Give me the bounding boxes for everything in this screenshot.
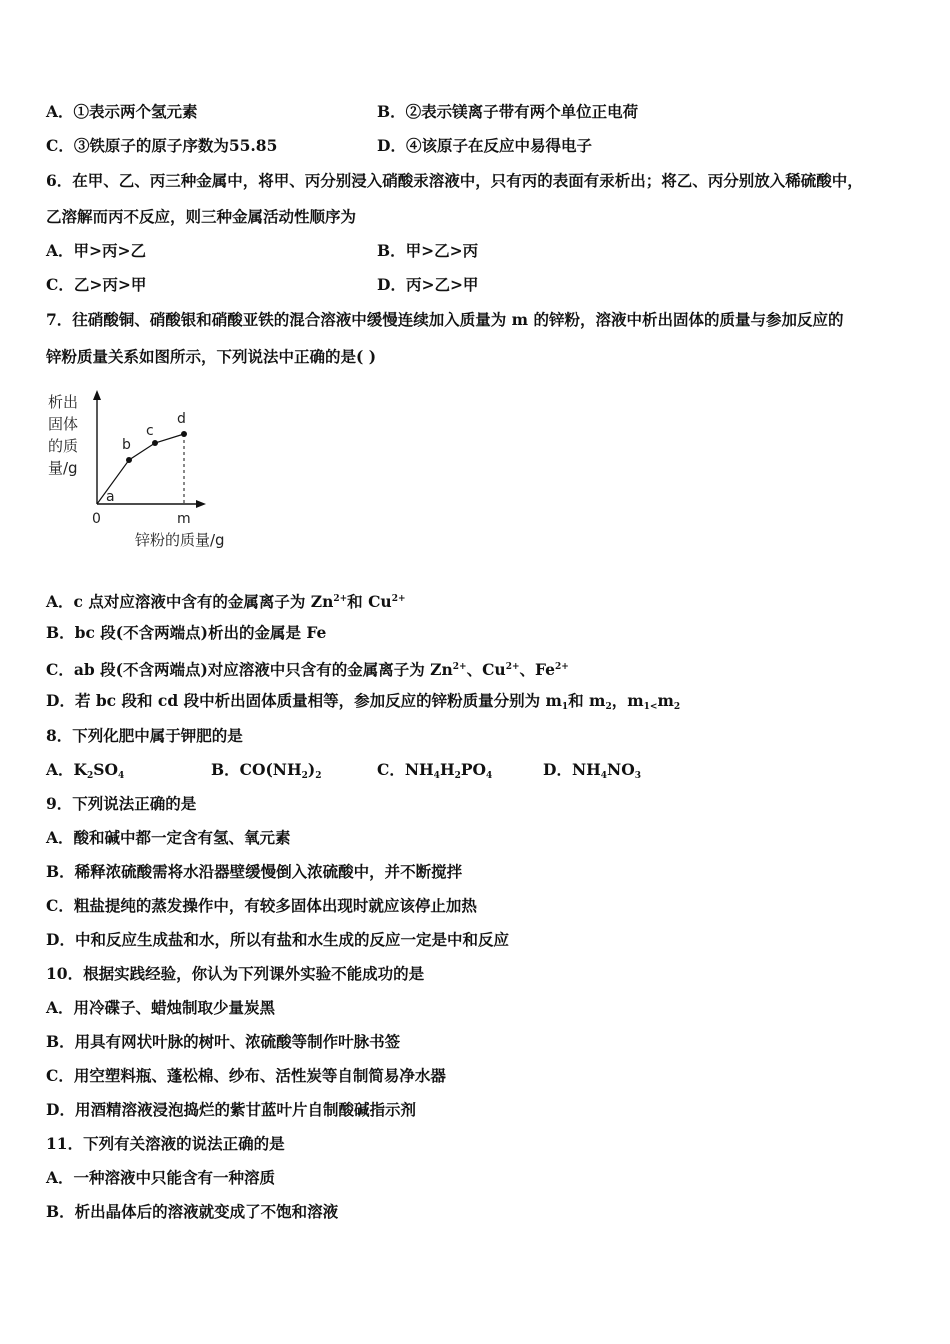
q6-option-c bbox=[46, 275, 146, 295]
option-key: D． bbox=[377, 136, 406, 155]
q8-option-c bbox=[377, 760, 492, 786]
q4-option-c bbox=[46, 136, 277, 156]
subscript: 4 bbox=[486, 771, 493, 781]
subscript: 2 bbox=[454, 771, 461, 781]
option-key: D． bbox=[377, 275, 406, 294]
q6-option-a bbox=[46, 241, 146, 261]
q6-option-d bbox=[377, 275, 478, 295]
subscript: 4 bbox=[433, 771, 440, 781]
subscript: 3 bbox=[634, 771, 641, 781]
point-c bbox=[152, 440, 158, 446]
option-key: C． bbox=[46, 136, 74, 155]
q11-option-b: B．析出晶体后的溶液就变成了不饱和溶液 bbox=[46, 1202, 339, 1221]
point-label-c: c bbox=[146, 423, 154, 439]
option-text: 甲>乙>丙 bbox=[405, 241, 479, 260]
option-text: 甲>丙>乙 bbox=[73, 241, 147, 260]
q8-option-d bbox=[543, 760, 641, 786]
point-label-d: d bbox=[177, 411, 186, 427]
option-text-sep: 、Fe bbox=[519, 660, 556, 679]
y-axis-arrow-icon bbox=[93, 390, 101, 400]
q7-stem-line1: 7．往硝酸铜、硝酸银和硝酸亚铁的混合溶液中缓慢连续加入质量为 m 的锌粉，溶液中析出固体的质量与参加反应的 bbox=[46, 310, 844, 329]
y-axis-label-line4: 量/g bbox=[48, 459, 78, 477]
option-key: D． bbox=[46, 691, 75, 710]
x-axis-arrow-icon bbox=[196, 500, 206, 508]
option-text-sep: 、Cu bbox=[466, 660, 506, 679]
subscript: 2 bbox=[605, 702, 612, 712]
q7-option-d bbox=[46, 691, 680, 717]
charge-superscript: 2+ bbox=[391, 594, 406, 604]
option-text: ①表示两个氢元素 bbox=[73, 102, 198, 121]
q6-stem-line2: 乙溶解而丙不反应，则三种金属活动性顺序为 bbox=[46, 207, 357, 226]
q6-option-b bbox=[377, 241, 478, 261]
subscript: 1 bbox=[561, 702, 569, 712]
y-axis-label-line1: 析出 bbox=[48, 393, 79, 411]
q4-option-d bbox=[377, 136, 592, 156]
point-label-a: a bbox=[106, 489, 115, 505]
charge-superscript: 2+ bbox=[555, 662, 569, 672]
subscript: 2 bbox=[301, 771, 308, 781]
subscript: 2 bbox=[315, 771, 322, 781]
x-axis-label: 锌粉的质量/g bbox=[135, 531, 225, 549]
q8-option-b bbox=[211, 760, 321, 786]
option-key: C． bbox=[46, 660, 74, 679]
option-text: 乙>丙>甲 bbox=[73, 275, 147, 294]
q10-option-b: B．用具有网状叶脉的树叶、浓硫酸等制作叶脉书签 bbox=[46, 1032, 401, 1051]
q9-stem: 9．下列说法正确的是 bbox=[46, 794, 197, 813]
x-tick-label-m: m bbox=[177, 511, 191, 527]
option-text: 若 bc 段和 cd 段中析出固体质量相等，参加反应的锌粉质量分别为 m bbox=[74, 691, 562, 710]
option-key: A． bbox=[46, 592, 74, 611]
formula-part: CO(NH bbox=[239, 760, 302, 779]
q7-option-c bbox=[46, 657, 569, 680]
subscript: 2 bbox=[673, 702, 681, 712]
origin-label: 0 bbox=[92, 511, 101, 527]
q7-option-b bbox=[46, 623, 326, 643]
q10-option-c: C．用空塑料瓶、蓬松棉、纱布、活性炭等自制简易净水器 bbox=[46, 1066, 446, 1085]
option-text: bc 段(不含两端点)析出的金属是 Fe bbox=[74, 623, 327, 642]
charge-superscript: 2+ bbox=[333, 594, 348, 604]
q11-option-a: A．一种溶液中只能含有一种溶质 bbox=[46, 1168, 276, 1187]
q9-option-c: C．粗盐提纯的蒸发操作中，有较多固体出现时就应该停止加热 bbox=[46, 896, 477, 915]
charge-superscript: 2+ bbox=[505, 662, 520, 672]
q8-option-a bbox=[46, 760, 124, 786]
q9-option-b: B．稀释浓硫酸需将水沿器壁缓慢倒入浓硫酸中，并不断搅拌 bbox=[46, 862, 463, 881]
y-axis-label-line2: 固体 bbox=[48, 415, 79, 433]
q7-graph bbox=[40, 385, 250, 555]
formula-part: NH bbox=[404, 760, 434, 779]
option-key: B． bbox=[46, 623, 75, 642]
subscript: 4 bbox=[600, 771, 608, 781]
option-text: c 点对应溶液中含有的金属离子为 Zn bbox=[73, 592, 334, 611]
option-key: D． bbox=[543, 760, 572, 779]
q4-option-a bbox=[46, 102, 198, 122]
formula-part: NO bbox=[607, 760, 635, 779]
point-label-b: b bbox=[122, 437, 131, 453]
subscript: 2 bbox=[87, 771, 94, 781]
charge-superscript: 2+ bbox=[452, 662, 467, 672]
option-key: B． bbox=[377, 102, 406, 121]
option-key: C． bbox=[377, 760, 405, 779]
option-text-mid: 和 m bbox=[568, 691, 606, 710]
option-text: ③铁原子的原子序数为55.85 bbox=[73, 136, 278, 155]
option-text-sep: ，m bbox=[611, 691, 644, 710]
q4-option-b bbox=[377, 102, 638, 122]
option-text: ④该原子在反应中易得电子 bbox=[405, 136, 592, 155]
option-text-end: m bbox=[657, 691, 674, 710]
q10-option-d: D．用酒精溶液浸泡捣烂的紫甘蓝叶片自制酸碱指示剂 bbox=[46, 1100, 416, 1119]
formula-part: ) bbox=[307, 760, 316, 779]
formula-part: SO bbox=[93, 760, 118, 779]
point-b bbox=[126, 457, 132, 463]
q6-stem-line1: 6．在甲、乙、丙三种金属中，将甲、丙分别浸入硝酸汞溶液中，只有丙的表面有汞析出；将乙、丙分别放入稀硫酸中， bbox=[46, 171, 863, 190]
q10-option-a: A．用冷碟子、蜡烛制取少量炭黑 bbox=[46, 998, 276, 1017]
option-text: ab 段(不含两端点)对应溶液中只含有的金属离子为 Zn bbox=[73, 660, 453, 679]
option-key: A． bbox=[46, 241, 74, 260]
option-key: A． bbox=[46, 102, 74, 121]
formula-part: H bbox=[439, 760, 455, 779]
formula-part: PO bbox=[460, 760, 487, 779]
subscript: 1< bbox=[643, 702, 658, 712]
q7-stem-line2: 锌粉质量关系如图所示，下列说法中正确的是( ) bbox=[46, 347, 377, 366]
option-key: A． bbox=[46, 760, 74, 779]
option-text-mid: 和 Cu bbox=[347, 592, 392, 611]
formula-part: K bbox=[73, 760, 88, 779]
q7-option-a bbox=[46, 589, 406, 612]
option-text: ②表示镁离子带有两个单位正电荷 bbox=[405, 102, 639, 121]
q9-option-a: A．酸和碱中都一定含有氢、氧元素 bbox=[46, 828, 291, 847]
q10-stem: 10．根据实践经验，你认为下列课外实验不能成功的是 bbox=[46, 964, 425, 983]
option-key: C． bbox=[46, 275, 74, 294]
subscript: 4 bbox=[117, 771, 125, 781]
y-axis-label-line3: 的质 bbox=[48, 437, 79, 455]
option-key: B． bbox=[211, 760, 240, 779]
option-key: B． bbox=[377, 241, 406, 260]
q8-stem: 8．下列化肥中属于钾肥的是 bbox=[46, 726, 243, 745]
q11-stem: 11．下列有关溶液的说法正确的是 bbox=[46, 1134, 285, 1153]
option-text: 丙>乙>甲 bbox=[405, 275, 479, 294]
point-d bbox=[181, 431, 187, 437]
formula-part: NH bbox=[571, 760, 601, 779]
q9-option-d: D．中和反应生成盐和水，所以有盐和水生成的反应一定是中和反应 bbox=[46, 930, 509, 949]
